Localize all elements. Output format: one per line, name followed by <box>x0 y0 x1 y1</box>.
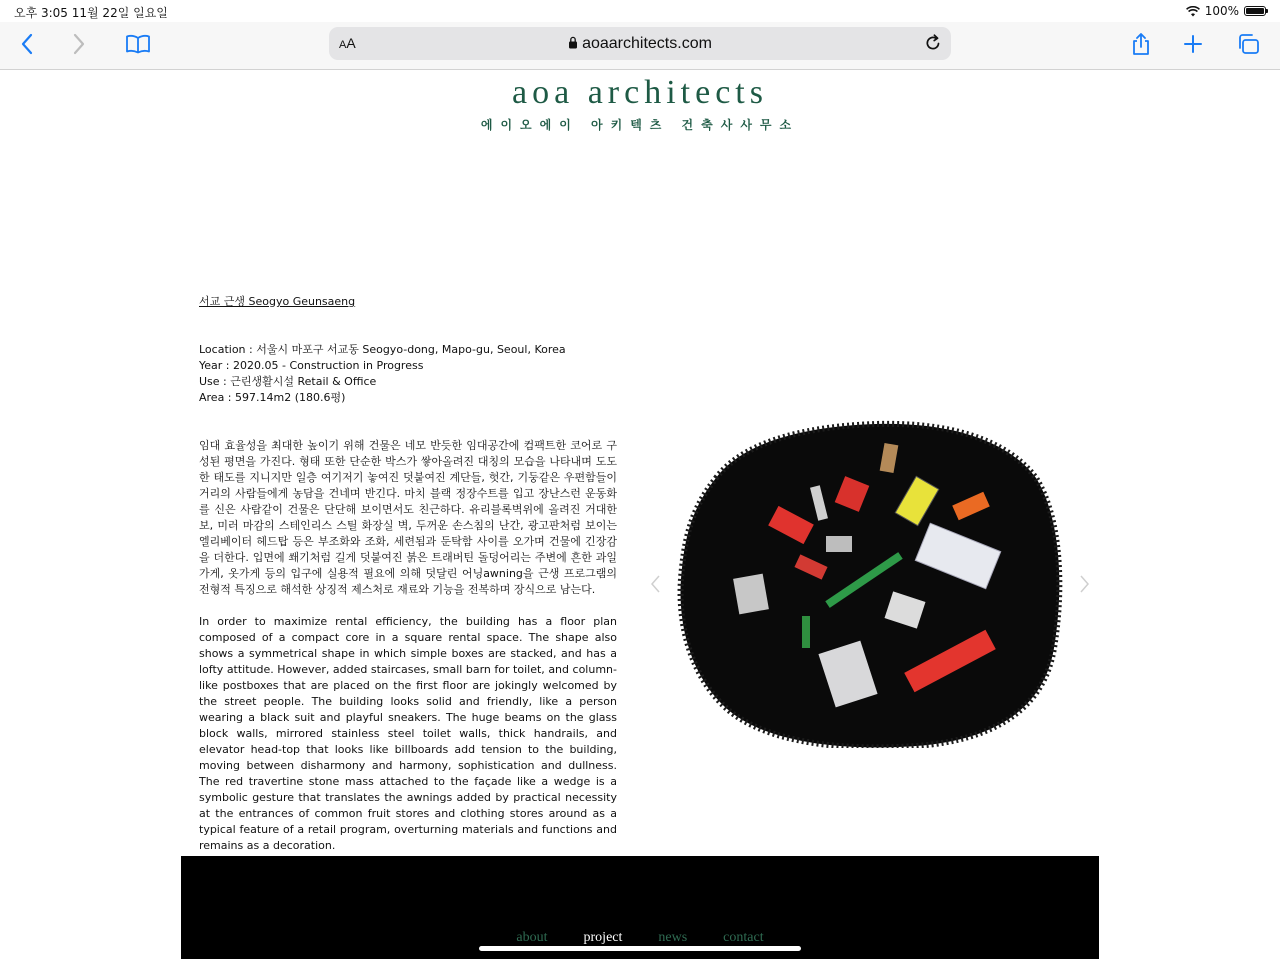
main-nav <box>0 930 1280 946</box>
plus-icon <box>1183 34 1203 54</box>
nav-contact[interactable]: contact <box>723 930 764 945</box>
battery-percent: 100% <box>1204 4 1239 18</box>
project-title: 서교 근생 Seogyo Geunsaeng <box>199 295 356 308</box>
project-content <box>199 294 617 854</box>
bookmarks-button[interactable] <box>123 30 153 58</box>
site-logo[interactable]: aoa architects <box>512 74 768 111</box>
share-icon <box>1130 32 1152 56</box>
project-description-korean: 임대 효율성을 최대한 높이기 위해 건물은 네모 반듯한 임대공간에 컴팩트한 코어로 구성된 평면을 가진다. 형태 또한 단순한 박스가 쌓아올려진 대칭의 모습을 나타내며 도도한 태도를 지니지만 일층 여기저기 놓여진 덧붙여진 계단들, 헛간, 기둥같은 우편함들이 거리의 사람들에게 농담을 건네며 반긴다. 마치 블랙 정장수트를 입고 장난스런 운동화를 신은 사람같이 건물은 단단해 보이면서도 친근하다. 유리블록벽위에 올려진 거대한 보, 미러 마감의 스테인리스 스틸 화장실 벽, 두꺼운 손스침의 난간, 광고판처럼 보이는 엘리베이터 헤드탑 등은 부조화와 조화, 세련됨과 둔탁함 사이를 오가며 건물에 긴장감을 더한다. 입면에 쐐기처럼 길게 덧붙여진 붉은 트래버틴 돌덩어리는 주변에 흔한 과일 가게, 옷가게 등의 입구에 실용적 필요에 의해 덧달린 어닝awning을 근생 프로그램의 전형적 특징으로 해석한 상징적 제스처로 재료와 기능을 전복하며 장식으로 남는다. <box>199 439 617 596</box>
status-time-date: 오후 3:05 11월 22일 일요일 <box>14 6 168 20</box>
url-display[interactable] <box>329 35 951 53</box>
lock-icon <box>568 36 578 49</box>
chevron-right-icon <box>72 33 86 55</box>
gallery-prev-button[interactable] <box>649 574 663 594</box>
project-drawing-image <box>676 418 1066 748</box>
browser-toolbar <box>0 22 1280 70</box>
tabs-icon <box>1236 33 1260 55</box>
gallery-next-button[interactable] <box>1077 574 1091 594</box>
site-logo-korean: 에이오에이 아키텍츠 건축사사무소 <box>480 118 800 132</box>
wifi-icon <box>1186 6 1200 17</box>
text-size-button[interactable]: AA <box>339 35 356 51</box>
status-indicators <box>1186 4 1266 18</box>
new-tab-button[interactable] <box>1178 30 1208 58</box>
project-use: Use : 근린생활시설 Retail & Office <box>199 375 377 388</box>
project-location: Location : 서울시 마포구 서교동 Seogyo-dong, Mapo-gu, Seoul, Korea <box>199 343 566 356</box>
share-button[interactable] <box>1126 30 1156 58</box>
project-meta <box>199 342 617 406</box>
back-button[interactable] <box>12 30 42 58</box>
nav-about[interactable]: about <box>516 930 548 945</box>
nav-news[interactable]: news <box>658 930 688 945</box>
nav-project[interactable]: project <box>583 930 623 945</box>
tabs-button[interactable] <box>1233 30 1263 58</box>
address-bar[interactable] <box>329 27 951 60</box>
reload-icon[interactable] <box>923 33 943 53</box>
url-text: aoaarchitects.com <box>582 35 712 52</box>
project-area: Area : 597.14m2 (180.6평) <box>199 391 346 404</box>
project-description-english: In order to maximize rental efficiency, the building has a floor plan composed of a compact core in a square rental space. The shape also shows a symmetrical shape in which simple boxes are stacked, and has a lofty attitude. However, added staircases, small barn for toilet, and column-like postboxes that are placed on the first floor are jokingly welcomed by the street people. The building looks solid and friendly, like a person wearing a black suit and playful sneakers. The huge beams on the glass block walls, mirrored stainless steel toilet walls, thick handrails, and elevator head-top that looks like billboards add tension to the building, moving between disharmony and harmony, sophistication and dullness. The red travertine stone mass attached to the façade like a wedge is a symbolic gesture that translates the awnings added by practical necessity at the entrances of common fruit stores and clothing stores around as a typical feature of a retail program, overturning materials and functions and remains as a decoration. <box>199 615 617 852</box>
project-year: Year : 2020.05 - Construction in Progress <box>199 359 424 372</box>
book-icon <box>125 34 151 54</box>
battery-icon <box>1244 6 1266 16</box>
forward-button[interactable] <box>64 30 94 58</box>
home-indicator[interactable] <box>479 946 801 951</box>
status-bar <box>0 0 1280 22</box>
chevron-left-icon <box>20 33 34 55</box>
